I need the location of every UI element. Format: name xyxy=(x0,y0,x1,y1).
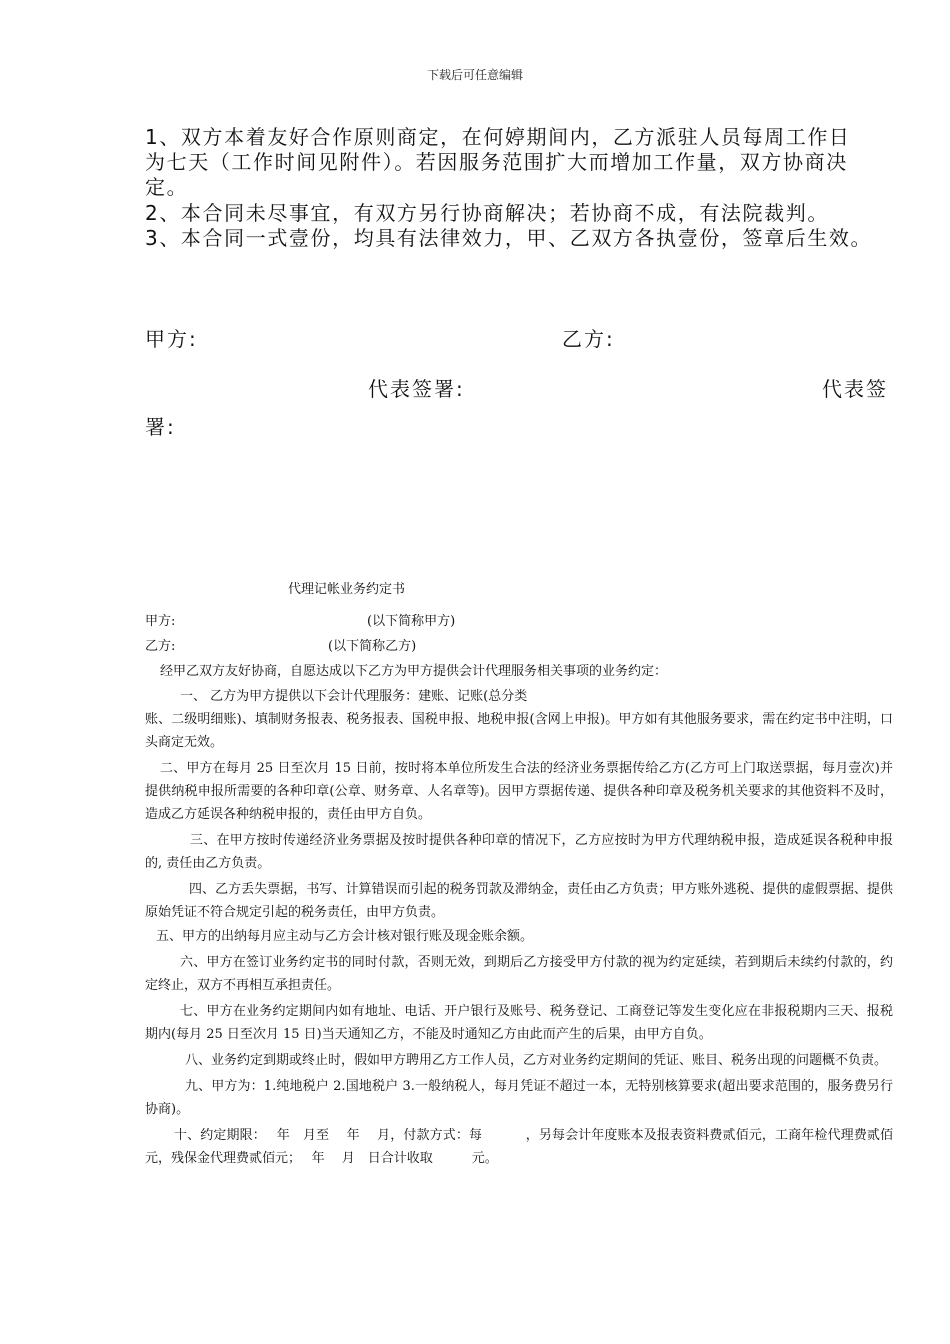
rep-sign-a: 代表签署: xyxy=(368,377,465,401)
party-b-label: 乙方: xyxy=(562,327,615,351)
item-2: 二、甲方在每月 25 日至次月 15 日前，按时将本单位所发生合法的经济业务票据传给乙方(乙方可上门取送票据，每月壹次)并提供纳税申报所需要的各种印章(公章、财务章、人名章等)。因甲方票据传递、提供各种印章及税务机关要求的其他资料不及时，造成乙方延误各种纳税申报的，责任由甲方自负。 xyxy=(145,761,893,822)
item-8: 八、业务约定到期或终止时，假如甲方聘用乙方工作人员，乙方对业务约定期间的凭证、账目、税务出现的问题概不负责。 xyxy=(185,1053,888,1068)
party-a-label: 甲方: xyxy=(145,327,198,351)
item-3: 三、在甲方按时传递经济业务票据及按时提供各种印章的情况下，乙方应按时为甲方代理纳税申报，造成延误各税种申报的, 责任由乙方负责。 xyxy=(145,833,893,871)
clause-1-line-3: 定。 xyxy=(145,175,189,199)
rep-sign-b-continued: 署: xyxy=(145,415,176,439)
item-6: 六、甲方在签订业务约定书的同时付款，否则无效，到期后乙方接受甲方付款的视为约定延续，若到期后未续约付款的，约定终止，双方不再相互承担责任。 xyxy=(145,955,893,993)
clause-3: 3、本合同一式壹份，均具有法律效力，甲、乙双方各执壹份，签章后生效。 xyxy=(145,226,873,250)
item-4: 四、乙方丢失票据，书写、计算错误而引起的税务罚款及滞纳金，责任由乙方负责；甲方账外逃税、提供的虚假票据、提供原始凭证不符合规定引起的税务责任，由甲方负责。 xyxy=(145,882,893,920)
party-a-field-label: 甲方: xyxy=(145,614,176,629)
item-7: 七、甲方在业务约定期间内如有地址、电话、开户银行及账号、税务登记、工商登记等发生变化应在非报税期内三天、报税期内(每月 25 日至次月 15 日)当天通知乙方，不能及时通知乙方由此而产生的后果，由甲方自负。 xyxy=(145,1004,893,1042)
agreement-body xyxy=(145,708,893,1170)
item-1-rest: 账、二级明细账)、填制财务报表、税务报表、国税申报、地税申报(含网上申报)。甲方如有其他服务要求，需在约定书中注明，口头商定无效。 xyxy=(145,712,893,750)
rep-sign-b: 代表签 xyxy=(822,377,888,401)
party-b-note: (以下简称乙方) xyxy=(328,639,417,654)
item-10: 十、约定期限： 年 月至 年 月，付款方式：每 ，另每会计年度账本及报表资料费贰佰元，工商年检代理费贰佰元，残保金代理费贰佰元； 年 月 日合计收取 元。 xyxy=(145,1128,893,1166)
party-a-note: (以下简称甲方) xyxy=(367,614,456,629)
agreement-intro: 经甲乙双方友好协商，自愿达成以下乙方为甲方提供会计代理服务相关事项的业务约定： xyxy=(160,664,668,679)
clause-2: 2、本合同未尽事宜，有双方另行协商解决；若协商不成，有法院裁判。 xyxy=(145,201,829,225)
item-5: 五、甲方的出纳每月应主动与乙方会计核对银行账及现金账余额。 xyxy=(156,929,534,944)
party-b-field-label: 乙方: xyxy=(145,639,176,654)
clause-1-line-1: 1、双方本着友好合作原则商定，在何婷期间内，乙方派驻人员每周工作日 xyxy=(145,125,851,149)
clause-1-line-2: 为七天（工作时间见附件）。若因服务范围扩大而增加工作量，双方协商决 xyxy=(145,150,848,174)
item-9: 九、甲方为：1.纯地税户 2.国地税户 3.一般纳税人，每月凭证不超过一本，无特别核算要求(超出要求范围的，服务费另行协商)。 xyxy=(145,1079,893,1117)
header-note: 下载后可任意编辑 xyxy=(426,68,523,82)
agreement-title: 代理记帐业务约定书 xyxy=(288,582,406,597)
item-1-line-1: 一、 乙方为甲方提供以下会计代理服务：建账、记账(总分类 xyxy=(180,689,528,704)
